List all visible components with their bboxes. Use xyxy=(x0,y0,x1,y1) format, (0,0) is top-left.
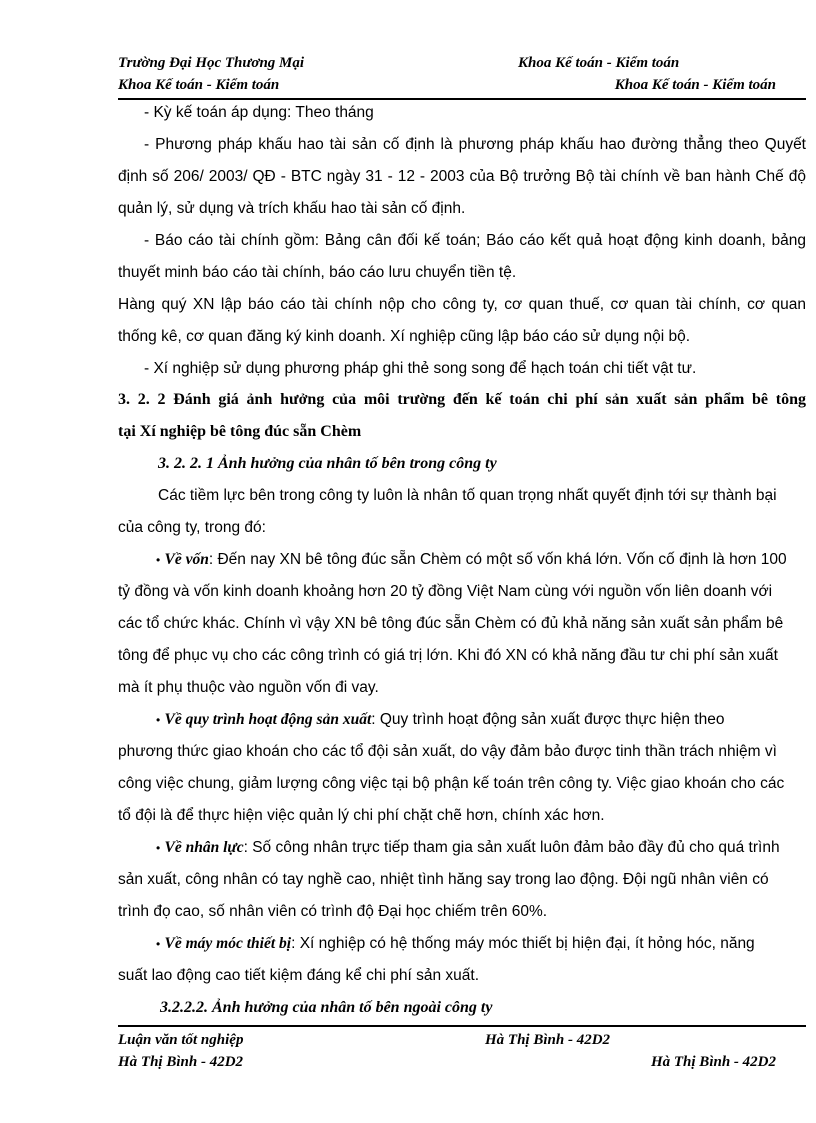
header-faculty-name: Khoa Kế toán - Kiểm toán xyxy=(518,55,680,71)
paragraph-line: quản lý, sử dụng và trích khấu hao tài sản cố định. xyxy=(118,200,466,217)
bullet-icon: • xyxy=(156,937,161,951)
header-divider xyxy=(118,98,806,100)
paragraph-line: tổ đội là để thực hiện việc quản lý chi phí chặt chẽ hơn, chính xác hơn. xyxy=(118,807,605,824)
header-faculty-left: Khoa Kế toán - Kiểm toán xyxy=(118,77,280,93)
paragraph-line: - Báo cáo tài chính gồm: Bảng cân đối kế toán; Báo cáo kết quả hoạt động kinh doanh, bảng xyxy=(144,232,806,249)
footer-author: Hà Thị Bình - 42D2 xyxy=(485,1032,611,1048)
bullet-item-capital xyxy=(156,551,787,569)
paragraph-line: - Kỳ kế toán áp dụng: Theo tháng xyxy=(144,104,374,121)
bullet-text: : Quy trình hoạt động sản xuất được thực hiện theo xyxy=(371,711,725,728)
paragraph-line: - Xí nghiệp sử dụng phương pháp ghi thẻ song song để hạch toán chi tiết vật tư. xyxy=(144,360,697,377)
paragraph-line: sản xuất, công nhân có tay nghề cao, nhiệt tình hăng say trong lao động. Đội ngũ nhân viên có xyxy=(118,871,769,888)
paragraph-line: thuyết minh báo cáo tài chính, báo cáo lưu chuyển tiền tệ. xyxy=(118,264,517,281)
paragraph-line: phương thức giao khoán cho các tổ đội sản xuất, do vậy đảm bảo được tinh thần trách nhiệm vì xyxy=(118,743,777,760)
page-header-row-2 xyxy=(118,75,776,95)
paragraph-line: suất lao động cao tiết kiệm đáng kể chi phí sản xuất. xyxy=(118,967,480,984)
paragraph-line: tỷ đồng và vốn kinh doanh khoảng hơn 20 tỷ đồng Việt Nam cùng với nguồn vốn liên doanh với xyxy=(118,583,773,600)
paragraph-line: tông để phục vụ cho các công trình có giá trị lớn. Khi đó XN có khả năng đầu tư chi phí sản xuất xyxy=(118,647,778,664)
bullet-text: : Đến nay XN bê tông đúc sẵn Chèm có một số vốn khá lớn. Vốn cố định là hơn 100 xyxy=(208,551,787,568)
bullet-text: : Xí nghiệp có hệ thống máy móc thiết bị hiện đại, ít hỏng hóc, năng xyxy=(291,935,755,952)
paragraph-line: thống kê, cơ quan đăng ký kinh doanh. Xí nghiệp cũng lập báo cáo sử dụng nội bộ. xyxy=(118,328,691,345)
bullet-icon: • xyxy=(156,553,161,567)
page-footer-row-1 xyxy=(118,1030,776,1050)
bullet-term: Về nhân lực xyxy=(164,839,244,856)
bullet-item-workforce xyxy=(156,839,780,857)
paragraph-line: trình đọ cao, số nhân viên có trình độ Đại học chiếm trên 60%. xyxy=(118,903,548,920)
header-faculty-right: Khoa Kế toán - Kiểm toán xyxy=(614,77,776,93)
bullet-term: Về quy trình hoạt động sản xuất xyxy=(164,711,372,728)
subsection-heading: 3.2.2.2. Ảnh hưởng của nhân tố bên ngoài công ty xyxy=(160,999,493,1016)
footer-thesis-label: Luận văn tốt nghiệp xyxy=(118,1032,244,1048)
bullet-icon: • xyxy=(156,841,161,855)
paragraph-line: của công ty, trong đó: xyxy=(118,519,266,536)
page-header-row-1 xyxy=(118,53,776,73)
bullet-text: : Số công nhân trực tiếp tham gia sản xuất luôn đảm bảo đầy đủ cho quá trình xyxy=(243,839,780,856)
bullet-term: Về máy móc thiết bị xyxy=(164,935,292,952)
header-school-name: Trường Đại Học Thương Mại xyxy=(118,55,305,71)
bullet-icon: • xyxy=(156,713,161,727)
paragraph-line: các tổ chức khác. Chính vì vậy XN bê tông đúc sẵn Chèm có đủ khả năng sản xuất sản phẩm bê xyxy=(118,615,784,632)
paragraph-line: công việc chung, giảm lượng công việc tại bộ phận kế toán trên công ty. Việc giao khoán cho các xyxy=(118,775,785,792)
paragraph-line: Các tiềm lực bên trong công ty luôn là nhân tố quan trọng nhất quyết định tới sự thành bại xyxy=(158,487,777,504)
paragraph-line: Hàng quý XN lập báo cáo tài chính nộp cho công ty, cơ quan thuế, cơ quan tài chính, cơ quan xyxy=(118,296,806,313)
page-footer-row-2 xyxy=(118,1052,776,1072)
footer-author-right: Hà Thị Bình - 42D2 xyxy=(650,1054,776,1070)
bullet-item-equipment xyxy=(156,935,755,953)
paragraph-line: - Phương pháp khấu hao tài sản cố định là phương pháp khấu hao đường thẳng theo Quyết xyxy=(144,136,806,153)
bullet-item-process xyxy=(156,711,724,729)
section-heading: 3. 2. 2 Đánh giá ảnh hưởng của môi trường đến kế toán chi phí sản xuất sản phẩm bê tông xyxy=(118,391,806,408)
paragraph-line: mà ít phụ thuộc vào nguồn vốn đi vay. xyxy=(118,679,379,696)
footer-divider xyxy=(118,1025,806,1027)
subsection-heading: 3. 2. 2. 1 Ảnh hưởng của nhân tố bên trong công ty xyxy=(158,455,497,472)
section-heading: tại Xí nghiệp bê tông đúc sẵn Chèm xyxy=(118,423,362,440)
paragraph-line: định số 206/ 2003/ QĐ - BTC ngày 31 - 12 - 2003 của Bộ trưởng Bộ tài chính về ban hành Chế độ xyxy=(118,168,806,185)
footer-author-left: Hà Thị Bình - 42D2 xyxy=(118,1054,244,1070)
bullet-term: Về vốn xyxy=(164,551,209,568)
